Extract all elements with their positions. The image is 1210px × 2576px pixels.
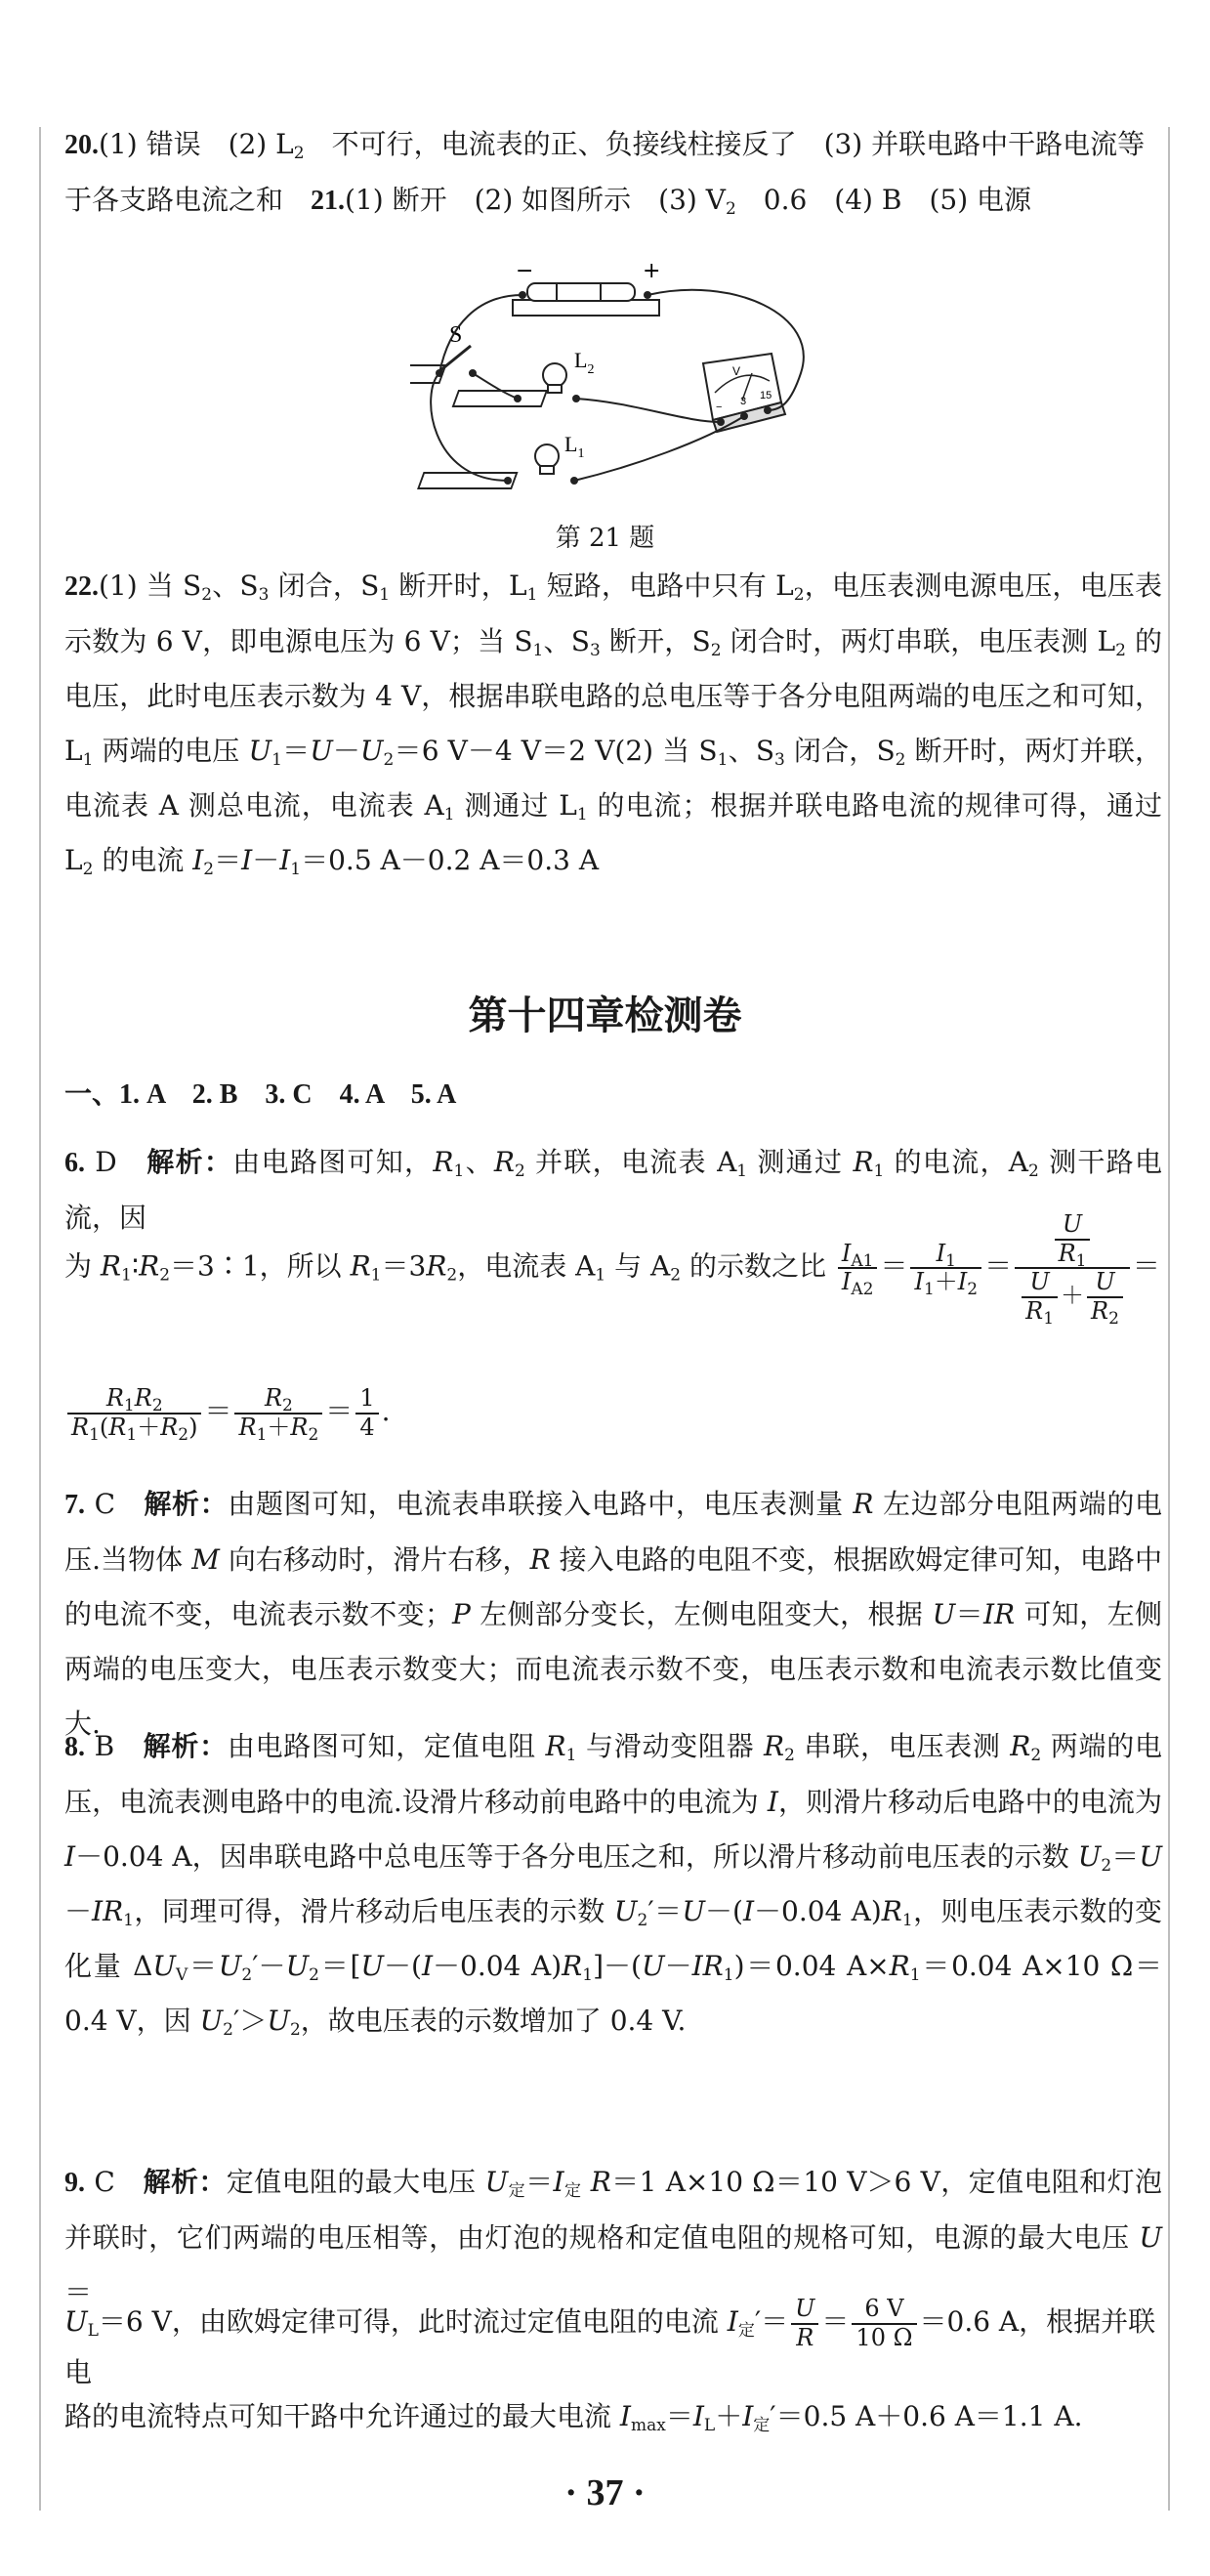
circuit-diagram [410, 256, 820, 510]
lamp-l1-icon [418, 444, 578, 488]
question-number: 6. [64, 1148, 85, 1178]
answer-9-end: 路的电流特点可知干路中允许通过的最大电流 $I_{max}=I_L+I_定'=0.5$ A＋0.6 A＝1.1 A. [64, 2400, 1083, 2435]
question-number: 8. [64, 1732, 85, 1762]
answer-6: 6. D 解析：由电路图可知，$R_1$、$R_2$ 并联，电流表 $A_1$ 测通过 $R_1$ 的电流，$A_2$ 测干路电流，因 [64, 1146, 1162, 1234]
question-number: 7. [64, 1490, 85, 1520]
chapter-title: 第十四章检测卷 [468, 993, 742, 1038]
switch-icon [410, 346, 477, 383]
answer-20-21: 20.(1) 错误 (2) $L_2$ 不可行，电流表的正、负接线柱接反了 (3) 并联电路中干路电流等 于各支路电流之和 21.(1) 断开 (2) 如图所示 (3) $V_2$ 0.6 (4) B (5) 电源 [64, 128, 1146, 219]
voltmeter-icon [703, 354, 785, 432]
left-margin-rule [39, 127, 41, 2511]
answer-6-math-2: $\frac{R_1R_2}{R_1(R_1+R_2)}$ ＝ $\frac{R_2}{R_1+R_2}$ ＝ $\frac{1}{4}$ . [64, 1385, 1162, 1441]
battery-icon [513, 283, 659, 316]
switch-label: S [449, 322, 463, 348]
battery-plus: + [643, 259, 661, 283]
answer-9-math: $U_L=6$ V，由欧姆定律可得，此时流过定值电阻的电流 $I_定'=$ $\frac{U}{R}$ ＝ $\frac{6 V}{10 \Omega}$ ＝0.6 A，根据并联电 [64, 2295, 1156, 2389]
voltmeter-v: V [732, 364, 741, 378]
figure-caption: 第 21 题 [555, 524, 655, 553]
answer-8: 8. B 解析：由电路图可知，定值电阻 $R_1$ 与滑动变阻器 $R_2$ 串联，电压表测 $R_2$ 两端的电压，电流表测电路中的电流.设滑片移动前电路中的电流为 I，则滑片移动后电路中的电流为 I－0.04 A，因串联电路中总电压等于各分电压之和，所以滑片移动前电压表的示数 $U_2=U-IR_1$，同理可得，滑片移动后电压表的示数 $U_2'=U-(I-0.04$ $A)R_1$，则电压表示数的变化量 $\Delta U_V=U_2'-U_2=[U-(I-0.04$ $A)R_1]-(U-IR_1)=0.04$ $A\times R_1=0.04$ A×10 Ω＝0.4 V，因 $U_2'>U_2$，故电压表的示数增加了 0.4 V. [64, 1730, 1163, 2040]
page-number: · 37 · [564, 2472, 646, 2513]
answer-9: 9. C 解析：定值电阻的最大电压 $U_定=I_定$ R＝1 A×10 Ω＝10 V＞6 V，定值电阻和灯泡并联时，它们两端的电压相等，由灯泡的规格和定值电阻的规格可知，电源的最大电压 U＝ [64, 2166, 1163, 2308]
battery-minus: − [516, 259, 534, 283]
question-number: 20. [64, 130, 99, 160]
lamp-l1-label: $L_1$ [564, 432, 585, 461]
answer-1-5: 一、1. A 2. B 3. C 4. A 5. A [64, 1079, 457, 1110]
question-number: 21. [311, 186, 346, 216]
answer-22: 22.(1) 当 $S_2$、$S_3$ 闭合，$S_1$ 断开时，$L_1$ 短路，电路中只有 $L_2$，电压表测电源电压，电压表示数为 6 V，即电源电压为 6 V；当 $S_1$、$S_3$ 断开，$S_2$ 闭合时，两灯串联，电压表测 $L_2$ 的电压，此时电压表示数为 4 V，根据串联电路的总电压等于各分电阻两端的电压之和可知，$L_1$ 两端的电压 $U_1=U-U_2=6$ V－4 V＝2 V(2) 当 $S_1$、$S_3$ 闭合，$S_2$ 断开时，两灯并联，电流表 A 测总电流，电流表 $A_1$ 测通过 $L_1$ 的电流；根据并联电路电流的规律可得，通过 $L_2$ 的电流 $I_2=I-I_1=0.5$ A－0.2 A＝0.3 A [64, 570, 1162, 879]
voltmeter-term: − [716, 401, 723, 413]
question-number: 22. [64, 571, 99, 602]
voltmeter-term: 3 [740, 396, 747, 407]
lamp-l2-label: $L_2$ [574, 348, 595, 377]
right-margin-rule [1168, 127, 1170, 2511]
voltmeter-term: 15 [760, 390, 772, 401]
answer-6-math-1: 为 $R_1∶R_2=3∶1$，所以 $R_1=3R_2$，电流表 $A_1$ 与 $A_2$ 的示数之比 $\frac{I_{A1}}{I_{A2}}$ ＝ $\frac{I_1}{I_1+I_2}$ ＝ $\frac{U}{R_1}$ $\frac{U}{R_1}$ ＋ $\frac{U}{R_2}$ ＝ [64, 1210, 1160, 1329]
answer-7: 7. C 解析：由题图可知，电流表串联接入电路中，电压表测量 R 左边部分电阻两端的电压.当物体 M 向右移动时，滑片右移，R 接入电路的电阻不变，根据欧姆定律可知，电路中的电流不变，电流表示数不变；P 左侧部分变长，左侧电阻变大，根据 U＝IR 可知，左侧两端的电压变大，电压表示数变大；而电流表示数不变，电压表示数和电流表示数比值变大. [64, 1488, 1162, 1740]
question-number: 9. [64, 2168, 85, 2198]
